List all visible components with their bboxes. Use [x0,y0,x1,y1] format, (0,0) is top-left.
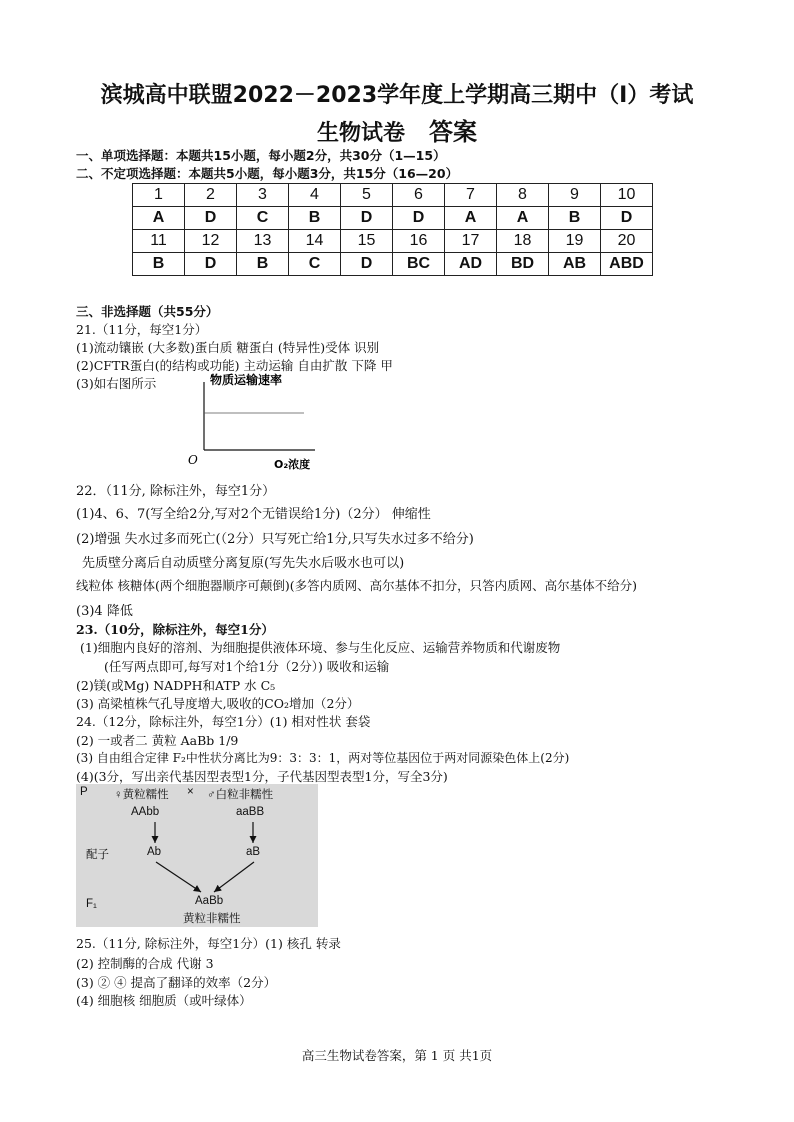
cross-male-genotype: aaBB [236,806,265,818]
graph-x-label: O₂浓度 [274,458,311,471]
grid-num: 11 [133,230,185,253]
q23-line-1: (1)细胞内良好的溶剂、为细胞提供液体环境、参与生化反应、运输营养物质和代谢废物 [80,640,561,655]
cross-gamete-label: 配子 [86,849,109,861]
grid-answer: AD [445,253,497,276]
cross-f1-genotype: AaBb [195,895,224,907]
grid-answer: C [289,253,341,276]
grid-answer: A [445,207,497,230]
transport-rate-graph [180,370,340,474]
q22-line-3: 先质壁分离后自动质壁分离复原(写先失水后吸水也可以) [82,556,405,571]
grid-answer: D [185,253,237,276]
arrow-gamete-ab-to-f1 [156,862,201,892]
cross-male-parent: ♂白粒非糯性 [207,789,274,801]
grid-num: 5 [341,184,393,207]
q25-line-2: (2) 控制酶的合成 代谢 3 [76,956,214,971]
grid-num: 9 [549,184,601,207]
grid-num: 8 [497,184,549,207]
grid-answer: B [549,207,601,230]
arrow-gamete-ab2-to-f1 [214,862,254,892]
q22-line-1: (1)4、6、7(写全给2分,写对2个无错误给1分)（2分） 伸缩性 [76,507,431,522]
grid-answer: D [341,207,393,230]
q25-line-4: (4) 细胞核 细胞质（或叶绿体） [76,993,252,1008]
q24-line-4: (4)(3分，写出亲代基因型表型1分，子代基因型表型1分，写全3分) [76,769,448,784]
grid-num: 13 [237,230,289,253]
grid-num: 16 [393,230,445,253]
grid-answer: D [341,253,393,276]
q21-line-1: (1)流动镶嵌 (大多数)蛋白质 糖蛋白 (特异性)受体 识别 [76,340,380,355]
cross-times: × [187,786,194,798]
section-1-heading: 一、单项选择题：本题共15小题，每小题2分，共30分（1—15） [76,148,446,163]
q21-line-3: (3)如右图所示 [76,376,157,391]
cross-f1-phenotype: 黄粒非糯性 [183,913,241,925]
grid-num: 6 [393,184,445,207]
grid-num: 3 [237,184,289,207]
grid-num: 19 [549,230,601,253]
q22-line-5: (3)4 降低 [76,604,133,619]
grid-answer: BD [497,253,549,276]
grid-num: 2 [185,184,237,207]
grid-num: 4 [289,184,341,207]
cross-f1-label: F₁ [86,898,97,910]
grid-num: 7 [445,184,497,207]
q22-line-4: 线粒体 核糖体(两个细胞器顺序可颠倒)(多答内质网、高尔基体不扣分，只答内质网、高尔基体不给分) [76,578,637,593]
grid-num: 10 [601,184,653,207]
q22-heading: 22．（11分, 除标注外，每空1分） [76,484,276,499]
q23-heading: 23.（10分，除标注外，每空1分） [76,622,274,637]
subject-label: 生物试卷 [316,121,405,146]
grid-answer: BC [393,253,445,276]
section-2-heading: 二、不定项选择题：本题共5小题，每小题3分，共15分（16—20） [76,166,459,181]
page-title: 滨城高中联盟2022－2023学年度上学期高三期中（I）考试 [100,83,694,108]
graph-y-label: 物质运输速率 [210,373,283,387]
q24-line-3: (3) 自由组合定律 F₂中性状分离比为9：3：3：1，两对等位基因位于两对同源染色体上(2分) [76,751,570,765]
grid-num: 1 [133,184,185,207]
cross-female-genotype: AAbb [131,806,160,818]
q23-line-2: (任写两点即可,每写对1个给1分（2分）) 吸收和运输 [104,659,390,674]
grid-answer: C [237,207,289,230]
cross-female-gamete: Ab [147,846,162,858]
q25-heading: 25.（11分, 除标注外，每空1分）(1) 核孔 转录 [76,936,341,951]
q23-line-4: (3) 高梁植株气孔导度增大,吸收的CO₂增加（2分） [76,696,360,711]
grid-num: 20 [601,230,653,253]
grid-answer: ABD [601,253,653,276]
grid-answer: B [289,207,341,230]
q21-heading: 21.（11分，每空1分） [76,322,208,337]
answer-label: 答案 [429,118,477,146]
q24-heading: 24.（12分，除标注外，每空1分）(1) 相对性状 套袋 [76,714,371,729]
q24-line-2: (2) 一或者二 黄粒 AaBb 1/9 [76,733,239,748]
grid-answer: B [133,253,185,276]
graph-origin: O [188,453,198,467]
grid-num: 17 [445,230,497,253]
cross-male-gamete: aB [246,846,261,858]
cross-arrows [76,784,318,927]
grid-answer: A [497,207,549,230]
grid-num: 12 [185,230,237,253]
q25-line-3: (3) ② ④ 提高了翻译的效率（2分） [76,975,277,990]
section-3-heading: 三、非选择题（共55分） [76,304,219,319]
page-footer: 高三生物试卷答案，第 1 页 共1页 [301,1048,493,1063]
answer-grid [132,183,653,276]
grid-num: 15 [341,230,393,253]
page-subtitle [0,112,794,147]
grid-answer: D [185,207,237,230]
grid-answer: AB [549,253,601,276]
grid-answer: D [601,207,653,230]
cross-female-parent: ♀黄粒糯性 [114,789,169,801]
grid-answer: D [393,207,445,230]
grid-answer: B [237,253,289,276]
grid-num: 14 [289,230,341,253]
grid-num: 18 [497,230,549,253]
q21-line-2: (2)CFTR蛋白(的结构或功能) 主动运输 自由扩散 下降 甲 [76,358,393,373]
q23-line-3: (2)镁(或Mg) NADPH和ATP 水 C₅ [76,678,276,693]
grid-answer: A [133,207,185,230]
q22-line-2: (2)增强 失水过多而死亡(（2分）只写死亡给1分,只写失水过多不给分) [76,532,474,547]
cross-p-label: P [80,786,88,798]
genetic-cross-diagram [76,784,318,927]
